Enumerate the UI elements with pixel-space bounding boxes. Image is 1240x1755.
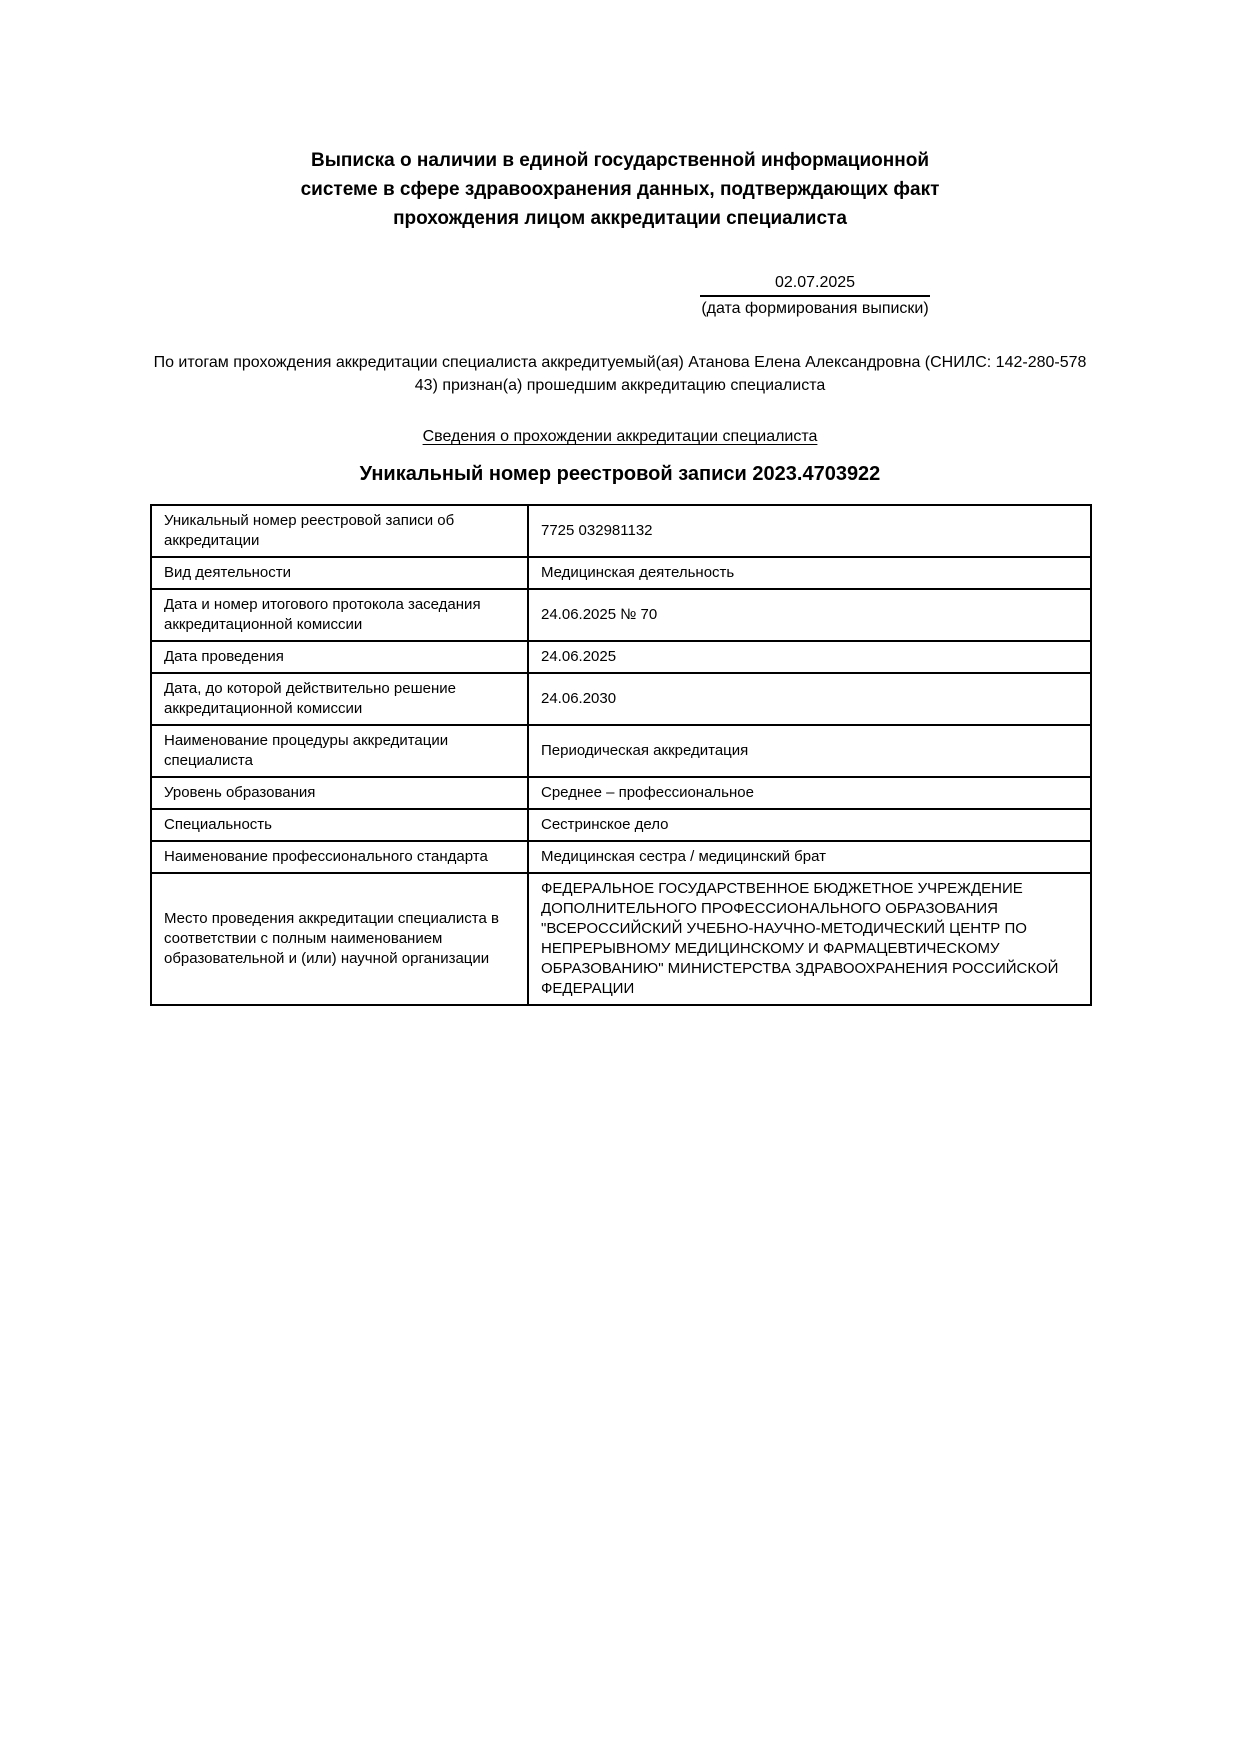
extract-date-block	[700, 273, 930, 318]
row-value: Сестринское дело	[528, 809, 1091, 841]
intro-paragraph	[0, 351, 1240, 397]
row-value: 24.06.2030	[528, 673, 1091, 725]
table-row-activity-type	[151, 557, 1091, 589]
row-label: Дата проведения	[151, 641, 528, 673]
document-title-line-1: Выписка о наличии в единой государственной информационной	[310, 150, 930, 171]
row-value: Медицинская деятельность	[528, 557, 1091, 589]
row-label: Уровень образования	[151, 777, 528, 809]
row-label: Уникальный номер реестровой записи об аккредитации	[151, 505, 528, 557]
accreditation-table	[150, 504, 1092, 1006]
row-value: Периодическая аккредитация	[528, 725, 1091, 777]
table-row-registry-number	[151, 505, 1091, 557]
row-value: Среднее – профессиональное	[528, 777, 1091, 809]
row-value: 7725 032981132	[528, 505, 1091, 557]
table-row-date-held	[151, 641, 1091, 673]
table-row-education-level	[151, 777, 1091, 809]
row-label: Место проведения аккредитации специалиста в соответствии с полным наименованием образовательной и (или) научной организации	[151, 873, 528, 1005]
table-row-protocol	[151, 589, 1091, 641]
table-row-procedure-name	[151, 725, 1091, 777]
document-title-line-2: системе в сфере здравоохранения данных, подтверждающих факт	[300, 179, 940, 200]
table-row-professional-standard	[151, 841, 1091, 873]
table-row-accreditation-place	[151, 873, 1091, 1005]
intro-line-2: 43) признан(а) прошедшим аккредитацию специалиста	[414, 377, 826, 394]
table-row-valid-until	[151, 673, 1091, 725]
row-value: 24.06.2025 № 70	[528, 589, 1091, 641]
row-value: 24.06.2025	[528, 641, 1091, 673]
row-value: ФЕДЕРАЛЬНОЕ ГОСУДАРСТВЕННОЕ БЮДЖЕТНОЕ УЧРЕЖДЕНИЕ ДОПОЛНИТЕЛЬНОГО ПРОФЕССИОНАЛЬНОГО ОБРАЗОВАНИЯ "ВСЕРОССИЙСКИЙ УЧЕБНО-НАУЧНО-МЕТОДИЧЕСКИЙ ЦЕНТР ПО НЕПРЕРЫВНОМУ МЕДИЦИНСКОМУ И ФАРМАЦЕВТИЧЕСКОМУ ОБРАЗОВАНИЮ" МИНИСТЕРСТВА ЗДРАВООХРАНЕНИЯ РОССИЙСКОЙ ФЕДЕРАЦИИ	[528, 873, 1091, 1005]
intro-line-1: По итогам прохождения аккредитации специалиста аккредитуемый(ая) Атанова Елена Александровна (СНИЛС: 142-280-578	[153, 354, 1087, 371]
document-title	[0, 0, 1240, 233]
row-label: Дата, до которой действительно решение аккредитационной комиссии	[151, 673, 528, 725]
extract-date-caption: (дата формирования выписки)	[701, 300, 929, 317]
row-label: Специальность	[151, 809, 528, 841]
table-row-specialty	[151, 809, 1091, 841]
row-label: Дата и номер итогового протокола заседания аккредитационной комиссии	[151, 589, 528, 641]
document-title-line-3: прохождения лицом аккредитации специалиста	[393, 208, 847, 229]
registry-number-heading: Уникальный номер реестровой записи 2023.4703922	[359, 463, 881, 485]
section-heading: Сведения о прохождении аккредитации специалиста	[422, 428, 818, 445]
row-label: Наименование процедуры аккредитации специалиста	[151, 725, 528, 777]
extract-date: 02.07.2025	[700, 273, 930, 297]
row-label: Наименование профессионального стандарта	[151, 841, 528, 873]
row-value: Медицинская сестра / медицинский брат	[528, 841, 1091, 873]
row-label: Вид деятельности	[151, 557, 528, 589]
